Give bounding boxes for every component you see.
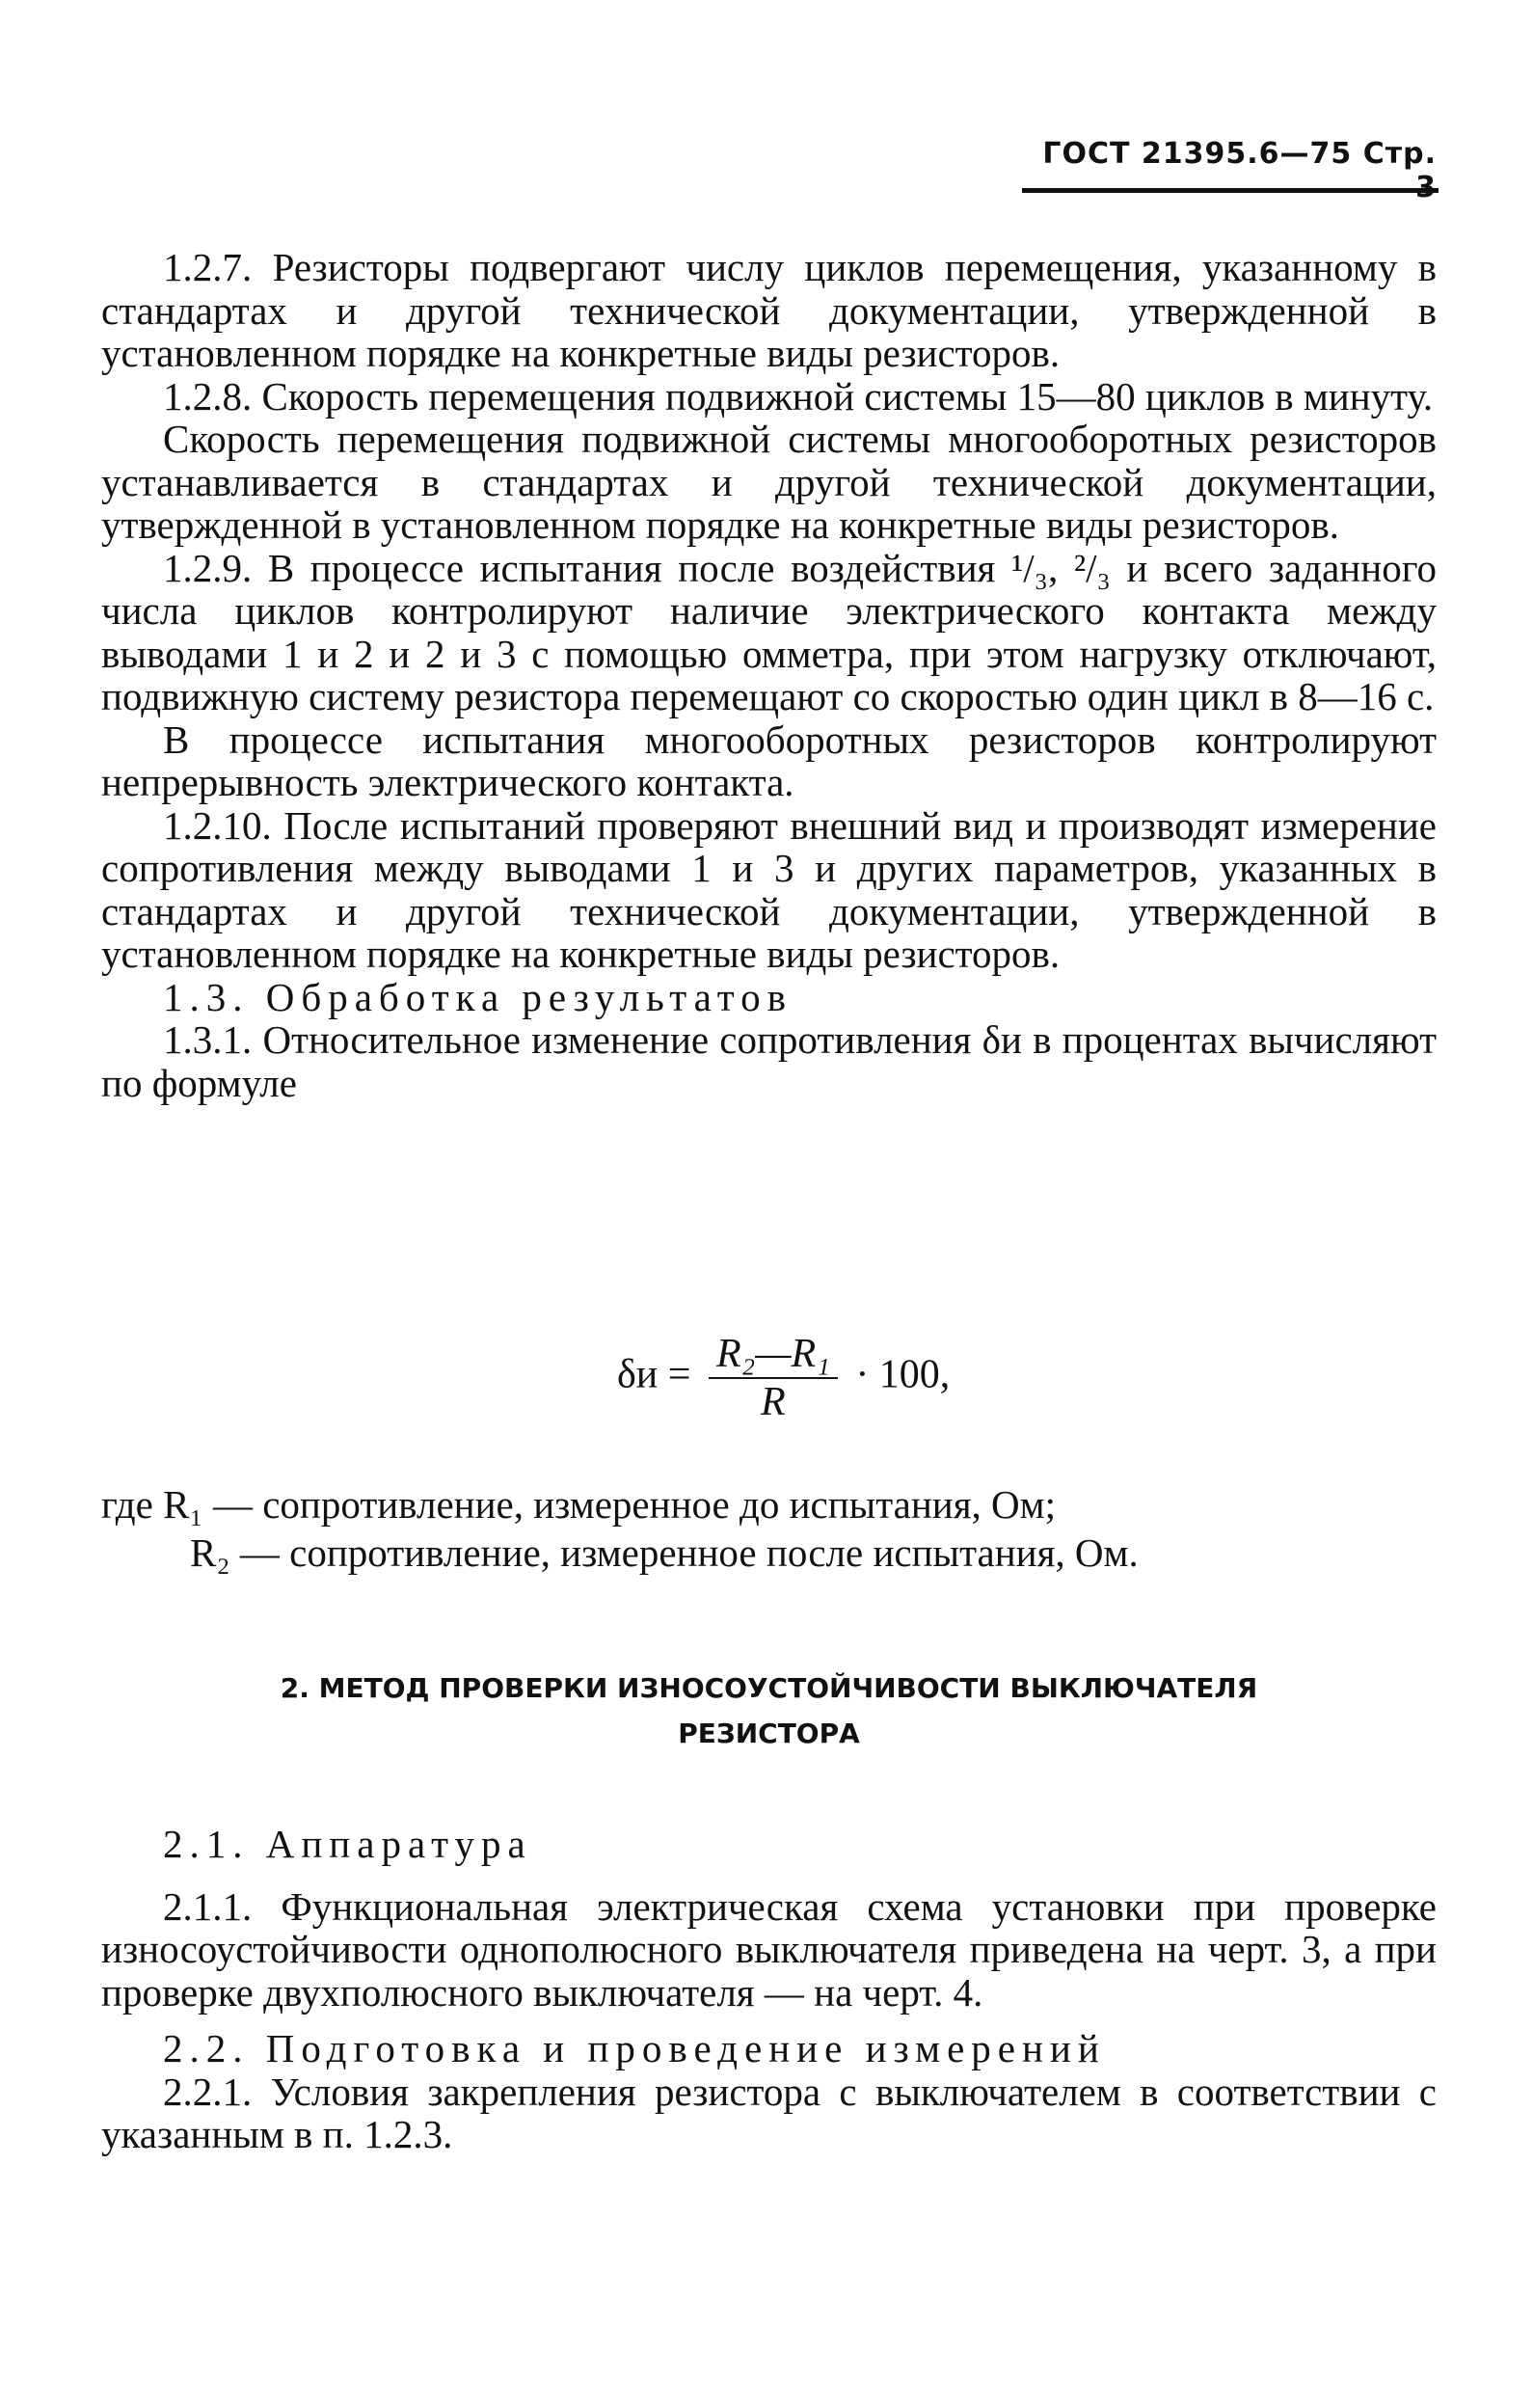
formula-denominator: R [761, 1380, 786, 1424]
definition-r1: где R₁ — сопротивление, измеренное до испытания, Ом; [101, 1482, 1057, 1527]
formula-definitions [101, 1480, 1139, 1577]
paragraph-speed-multiturn: Скорость перемещения подвижной системы многооборотных резисторов устанавливается в стандартах и другой технической документации, утвержденной в установленном порядке на конкретные виды резисторов. [101, 417, 1437, 547]
body-text-section-2 [101, 1823, 1437, 2156]
subheading-2-2: 2.2. Подготовка и проведение измерений [163, 2026, 1106, 2070]
formula [617, 1331, 950, 1425]
section-2-heading-line-1: 2. МЕТОД ПРОВЕРКИ ИЗНОСОУСТОЙЧИВОСТИ ВЫКЛЮЧАТЕЛЯ [280, 1672, 1258, 1704]
subheading-2-1: 2.1. Аппаратура [163, 1822, 532, 1866]
header-rule [1022, 188, 1439, 193]
paragraph-2-2-1: 2.2.1. Условия закрепления резистора с выключателем в соответствии с указанным в п. 1.2.3. [101, 2069, 1437, 2156]
formula-tail: · 100, [855, 1352, 951, 1397]
paragraph-2-1-1: 2.1.1. Функциональная электрическая схема установки при проверке износоустойчивости однополюсного выключателя приведена на черт. 3, а при проверке двухполюсного выключателя — на черт. 4. [101, 1883, 1437, 2015]
paragraph-1-2-10: 1.2.10. После испытаний проверяют внешний вид и производят измерение сопротивления между выводами 1 и 3 и других параметров, указанных в стандартах и другой технической документации, утвержденной в установленном порядке на конкретные виды резисторов. [101, 802, 1437, 976]
body-text-section-1 [101, 246, 1437, 1104]
formula-lhs: δи = [617, 1352, 691, 1397]
subheading-1-3: 1.3. Обработка результатов [163, 974, 793, 1019]
section-2-heading [101, 1665, 1437, 1756]
paragraph-1-2-7: 1.2.7. Резисторы подвергают числу циклов перемещения, указанному в стандартах и другой технической документации, утвержденной в установленном порядке на конкретные виды резисторов. [101, 245, 1437, 375]
paragraph-continuity: В процессе испытания многооборотных резисторов контролируют непрерывность электрического контакта. [101, 717, 1437, 804]
formula-numerator: R₂—R₁ [709, 1331, 838, 1379]
paragraph-1-2-9: 1.2.9. В процессе испытания после воздействия ¹/₃, ²/₃ и всего заданного числа циклов контролируют наличие электрического контакта между выводами 1 и 2 и 2 и 3 с помощью омметра, при этом нагрузку отключают, подвижную систему резистора перемещают со скоростью один цикл в 8—16 с. [101, 545, 1437, 718]
formula-fraction [709, 1331, 838, 1425]
section-2-heading-line-2: РЕЗИСТОРА [678, 1718, 860, 1749]
definition-r2: R₂ — сопротивление, измеренное после испытания, Ом. [190, 1530, 1139, 1575]
paragraph-1-3-1: 1.3.1. Относительное изменение сопротивления δи в процентах вычисляют по формуле [101, 1017, 1437, 1105]
paragraph-1-2-8: 1.2.8. Скорость перемещения подвижной системы 15—80 циклов в минуту. [163, 373, 1434, 419]
page-header: ГОСТ 21395.6—75 Стр. [1042, 137, 1437, 171]
